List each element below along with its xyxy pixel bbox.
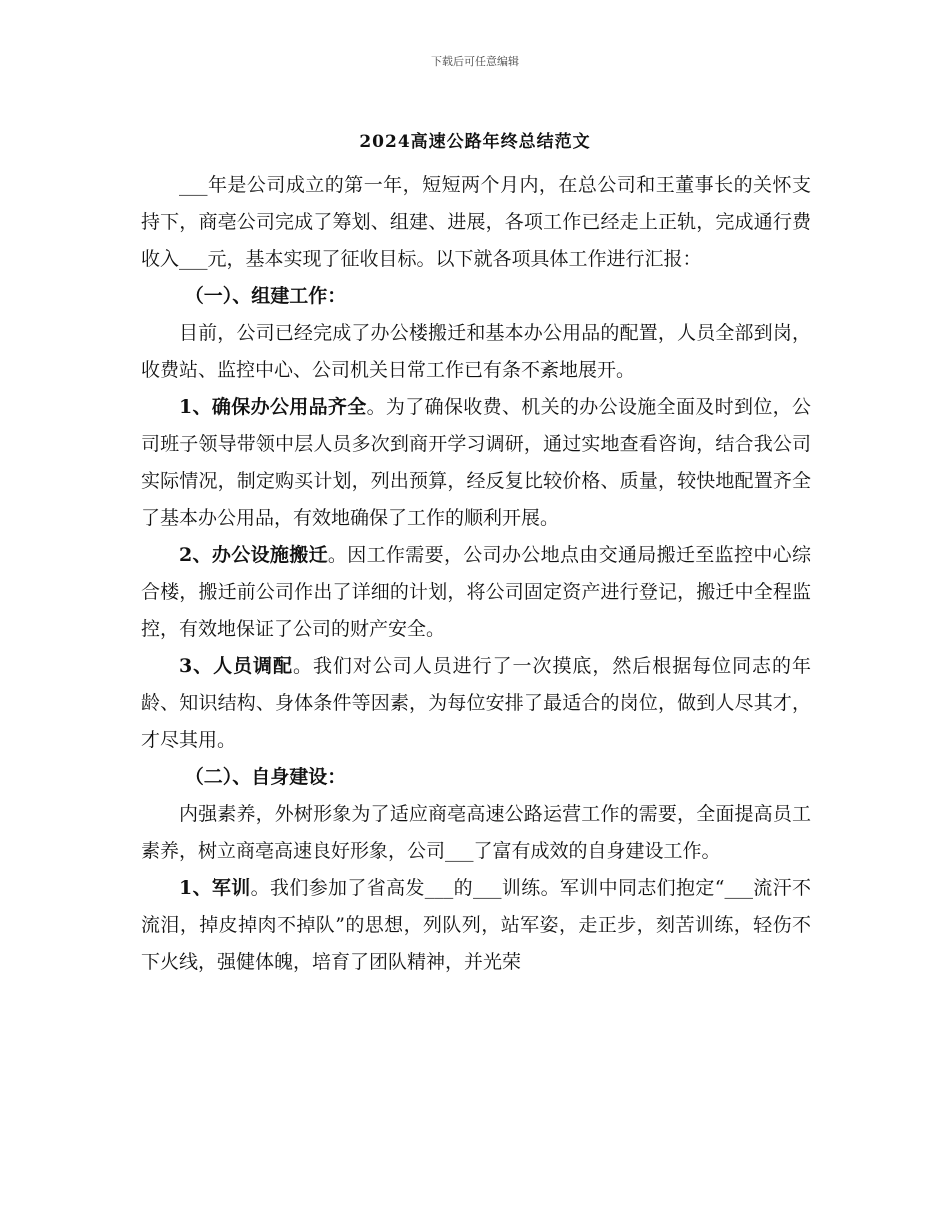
paragraph-text: 。因工作需要，公司办公地点由交通局搬迁至监控中心综合楼，搬迁前公司作出了详细的计划，将公司固定资产进行登记，搬迁中全程监控，有效地保证了公司的财产安全。 [141, 544, 811, 640]
paragraph-lead: 2、办公设施搬迁 [179, 544, 328, 566]
paragraph-text: 内强素养，外树形象为了适应商亳高速公路运营工作的需要，全面提高员工素养，树立商亳高速良好形象，公司___了富有成效的自身建设工作。 [141, 803, 811, 862]
paragraph [141, 315, 811, 389]
paragraph-lead: 3、人员调配 [179, 655, 293, 677]
paragraph-lead: 1、军训 [179, 877, 251, 899]
paragraph-text: 目前，公司已经完成了办公楼搬迁和基本办公用品的配置，人员全部到岗，收费站、监控中心、公司机关日常工作已有条不紊地展开。 [141, 322, 811, 381]
paragraph-lead: 1、确保办公用品齐全 [179, 396, 367, 418]
paragraph [141, 870, 811, 981]
section-heading-2: （二）、自身建设： [184, 766, 347, 788]
paragraph [141, 796, 811, 870]
paragraph [141, 389, 811, 537]
paragraph-intro [141, 167, 811, 278]
paragraph-text: 。为了确保收费、机关的办公设施全面及时到位，公司班子领导带领中层人员多次到商开学习调研，通过实地查看咨询，结合我公司实际情况，制定购买计划，列出预算，经反复比较价格、质量，较快地配置齐全了基本办公用品，有效地确保了工作的顺利开展。 [141, 396, 811, 529]
paragraph [141, 537, 811, 648]
paragraph-text: ___年是公司成立的第一年，短短两个月内，在总公司和王董事长的关怀支持下，商亳公司完成了筹划、组建、进展，各项工作已经走上正轨，完成通行费收入___元，基本实现了征收目标。以下就各项具体工作进行汇报： [141, 174, 811, 270]
page-header: 下载后可任意编辑 [431, 55, 519, 68]
document-body [141, 167, 811, 981]
paragraph [141, 648, 811, 759]
paragraph-text: 。我们参加了省高发___的___训练。军训中同志们抱定“___流汗不流泪，掉皮掉肉不掉队”的思想，列队列，站军姿，走正步，刻苦训练，轻伤不下火线，强健体魄，培育了团队精神，并光荣 [141, 877, 811, 973]
section-heading-1: （一）、组建工作： [184, 285, 347, 307]
document-title: 2024高速公路年终总结范文 [359, 132, 591, 152]
paragraph-text: 。我们对公司人员进行了一次摸底，然后根据每位同志的年龄、知识结构、身体条件等因素，为每位安排了最适合的岗位，做到人尽其才，才尽其用。 [141, 655, 811, 751]
